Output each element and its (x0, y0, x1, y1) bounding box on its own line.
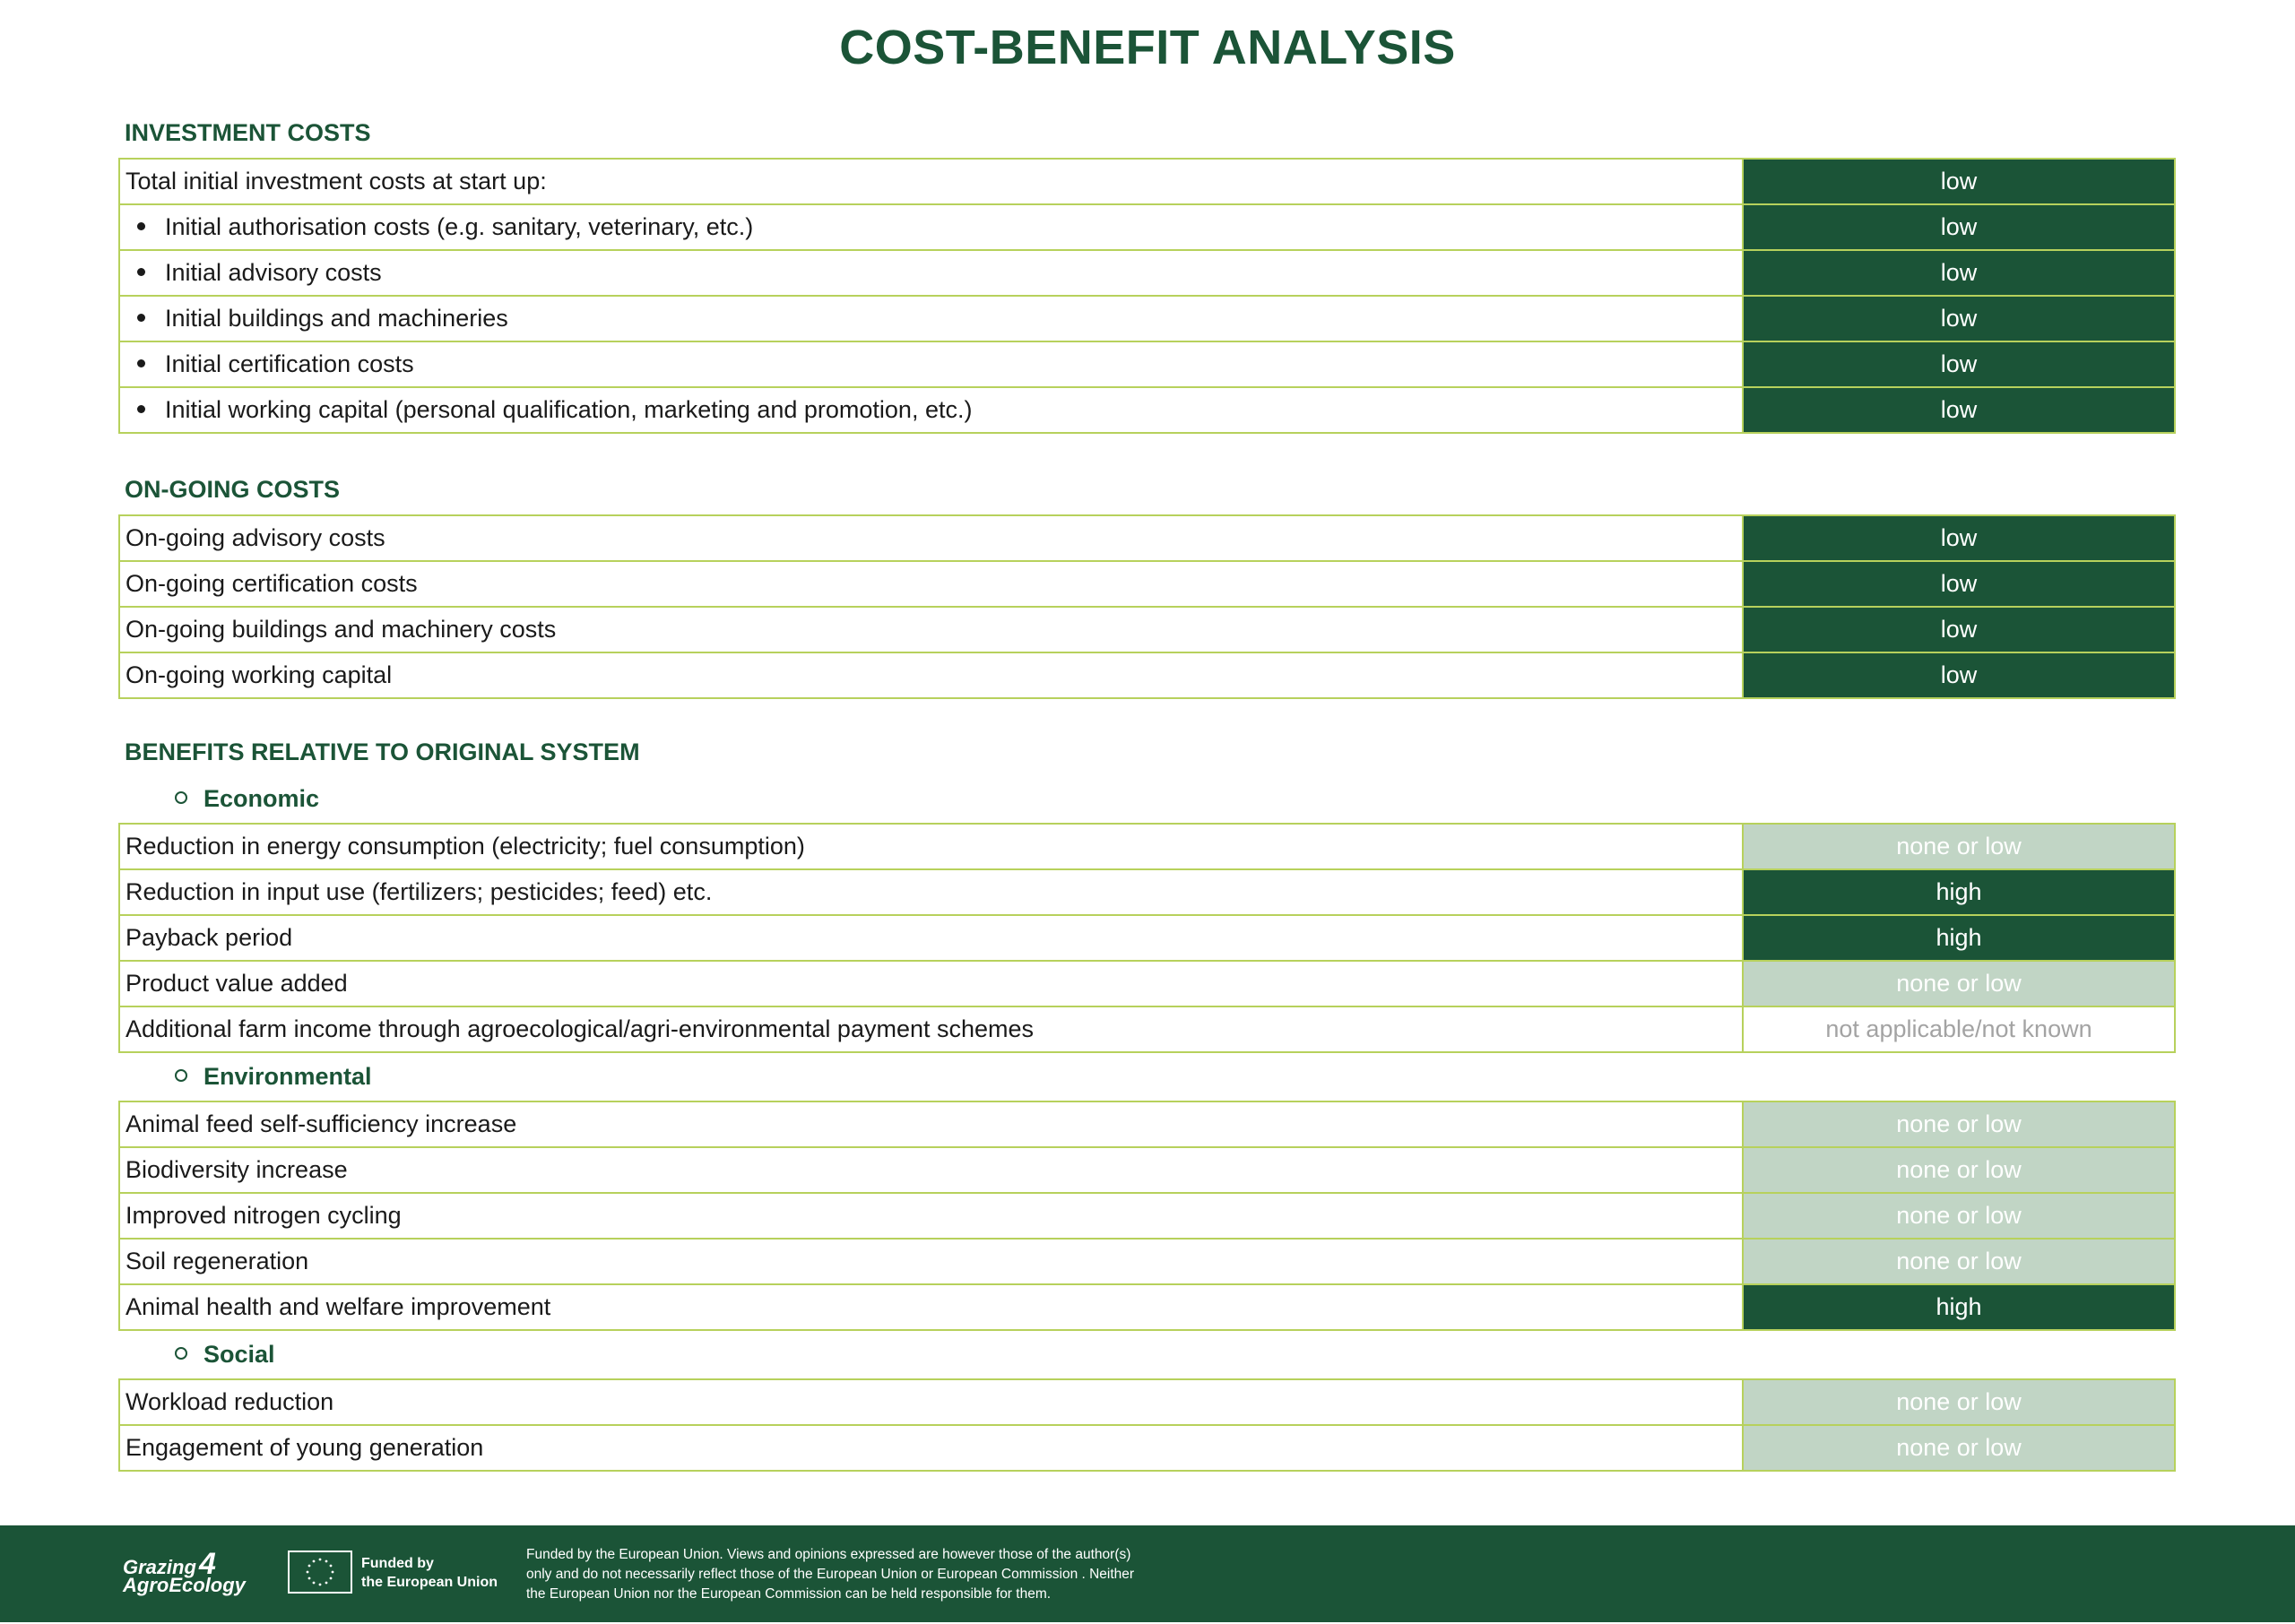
bullet-icon (137, 222, 145, 230)
row-label: Improved nitrogen cycling (119, 1193, 1743, 1239)
table-row (119, 652, 2175, 698)
benefits-heading: BENEFITS RELATIVE TO ORIGINAL SYSTEM (125, 739, 640, 765)
rating-cell: low (1743, 159, 2175, 204)
funded-by-eu-label (361, 1554, 498, 1592)
table-row (119, 607, 2175, 652)
row-label: On-going certification costs (119, 561, 1743, 607)
table-row (119, 915, 2175, 961)
eu-flag-icon (288, 1551, 352, 1594)
row-label: Soil regeneration (119, 1239, 1743, 1284)
economic-benefits-table (118, 823, 2176, 1053)
row-label: Product value added (119, 961, 1743, 1006)
row-label: On-going working capital (119, 652, 1743, 698)
row-label: Total initial investment costs at start up: (119, 159, 1743, 204)
investment-costs-table (118, 158, 2176, 434)
row-label: Biodiversity increase (119, 1147, 1743, 1193)
row-label: Workload reduction (119, 1379, 1743, 1425)
rating-cell: none or low (1743, 1379, 2175, 1425)
rating-cell: low (1743, 607, 2175, 652)
environmental-benefits-table (118, 1101, 2176, 1331)
bullet-icon (137, 314, 145, 322)
table-row (119, 204, 2175, 250)
logo-text-line2: AgroEcology (123, 1574, 246, 1596)
ongoing-costs-table (118, 514, 2176, 699)
rating-cell: not applicable/not known (1743, 1006, 2175, 1052)
row-label: Engagement of young generation (119, 1425, 1743, 1471)
subheading-label: Economic (204, 785, 320, 812)
economic-subheading (175, 785, 319, 813)
table-row (119, 515, 2175, 561)
rating-cell: low (1743, 561, 2175, 607)
circle-bullet-icon (175, 1347, 187, 1360)
table-row (119, 1006, 2175, 1052)
table-row (119, 824, 2175, 869)
rating-cell: low (1743, 204, 2175, 250)
table-row (119, 250, 2175, 296)
disclaimer-text (526, 1545, 1243, 1604)
grazing-agroecology-logo (123, 1549, 257, 1599)
table-row (119, 387, 2175, 433)
row-label: Animal feed self-sufficiency increase (119, 1101, 1743, 1147)
row-label: Initial authorisation costs (e.g. sanitary, veterinary, etc.) (165, 213, 754, 240)
ongoing-costs-heading: ON-GOING COSTS (125, 476, 341, 503)
circle-bullet-icon (175, 791, 187, 804)
rating-cell: none or low (1743, 1101, 2175, 1147)
table-row (119, 341, 2175, 387)
rating-cell: low (1743, 652, 2175, 698)
rating-cell: none or low (1743, 1425, 2175, 1471)
circle-bullet-icon (175, 1069, 187, 1082)
row-label: Animal health and welfare improvement (119, 1284, 1743, 1330)
row-label-bulleted (119, 204, 1743, 250)
row-label: Initial working capital (personal qualification, marketing and promotion, etc.) (165, 396, 973, 423)
subheading-label: Environmental (204, 1063, 372, 1090)
rating-cell: none or low (1743, 824, 2175, 869)
row-label: On-going buildings and machinery costs (119, 607, 1743, 652)
row-label: Reduction in input use (fertilizers; pesticides; feed) etc. (119, 869, 1743, 915)
row-label-bulleted (119, 341, 1743, 387)
eu-label-line1: Funded by (361, 1556, 434, 1571)
table-row (119, 296, 2175, 341)
rating-cell: low (1743, 341, 2175, 387)
row-label: On-going advisory costs (119, 515, 1743, 561)
social-subheading (175, 1341, 275, 1369)
rating-cell: none or low (1743, 1193, 2175, 1239)
logo-text-line1: Grazing (123, 1556, 196, 1578)
table-row (119, 1193, 2175, 1239)
row-label: Initial buildings and machineries (165, 305, 508, 332)
row-label: Payback period (119, 915, 1743, 961)
disclaimer-line: only and do not necessarily reflect those of the European Union or European Commission . Neither (526, 1567, 1135, 1582)
social-benefits-table (118, 1378, 2176, 1472)
row-label-bulleted (119, 296, 1743, 341)
row-label-bulleted (119, 250, 1743, 296)
rating-cell: high (1743, 869, 2175, 915)
disclaimer-line: Funded by the European Union. Views and opinions expressed are however those of the author(s) (526, 1547, 1131, 1562)
rating-cell: none or low (1743, 1147, 2175, 1193)
bullet-icon (137, 405, 145, 413)
rating-cell: low (1743, 296, 2175, 341)
table-row (119, 159, 2175, 204)
subheading-label: Social (204, 1341, 275, 1368)
rating-cell: low (1743, 250, 2175, 296)
table-row (119, 1425, 2175, 1471)
footer-bar (0, 1525, 2295, 1622)
table-row (119, 561, 2175, 607)
rating-cell: high (1743, 915, 2175, 961)
table-row (119, 1101, 2175, 1147)
rating-cell: none or low (1743, 1239, 2175, 1284)
rating-cell: none or low (1743, 961, 2175, 1006)
rating-cell: low (1743, 515, 2175, 561)
table-row (119, 1147, 2175, 1193)
row-label-bulleted (119, 387, 1743, 433)
eu-label-line2: the European Union (361, 1575, 498, 1590)
rating-cell: low (1743, 387, 2175, 433)
row-label: Initial certification costs (165, 350, 414, 377)
logo-mark-4: 4 (199, 1547, 216, 1581)
table-row (119, 961, 2175, 1006)
investment-costs-heading: INVESTMENT COSTS (125, 119, 371, 146)
page-title: COST-BENEFIT ANALYSIS (839, 21, 1456, 74)
row-label: Additional farm income through agroecological/agri-environmental payment schemes (119, 1006, 1743, 1052)
disclaimer-line: the European Union nor the European Commission can be held responsible for them. (526, 1586, 1052, 1602)
table-row (119, 1284, 2175, 1330)
environmental-subheading (175, 1063, 372, 1091)
table-row (119, 869, 2175, 915)
bullet-icon (137, 359, 145, 367)
bullet-icon (137, 268, 145, 276)
rating-cell: high (1743, 1284, 2175, 1330)
row-label: Initial advisory costs (165, 259, 382, 286)
eu-stars-icon (290, 1552, 351, 1592)
table-row (119, 1379, 2175, 1425)
table-row (119, 1239, 2175, 1284)
row-label: Reduction in energy consumption (electricity; fuel consumption) (119, 824, 1743, 869)
